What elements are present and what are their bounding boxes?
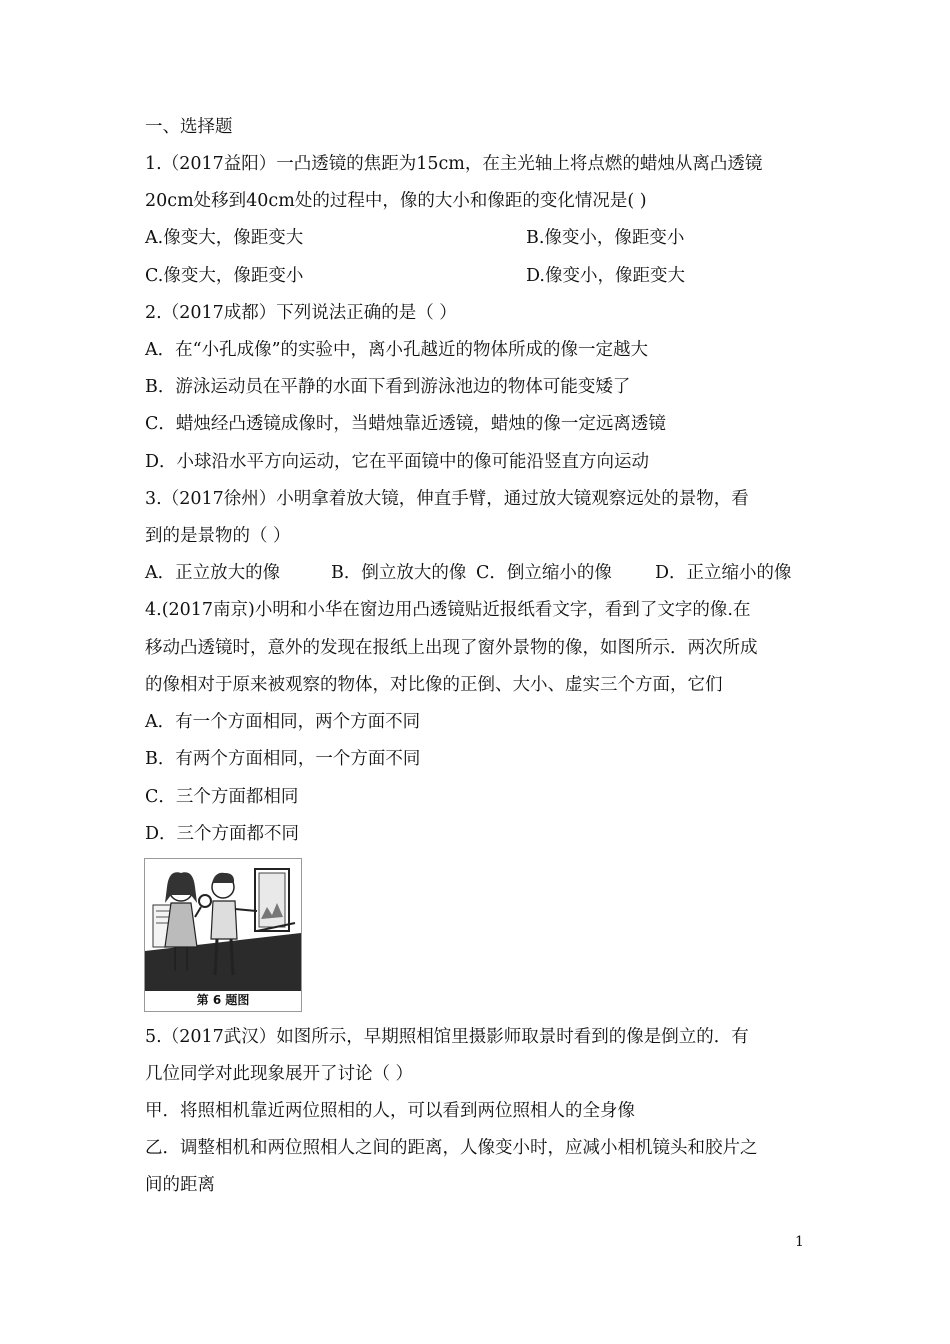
q4-option-b: B．有两个方面相同，一个方面不同 [145,749,421,769]
q4-stem-line2: 移动凸透镜时，意外的发现在报纸上出现了窗外景物的像，如图所示．两次所成 [145,638,758,658]
figure-caption: 第 6 题图 [196,993,250,1007]
q4-stem-line1: 4.(2017南京)小明和小华在窗边用凸透镜贴近报纸看文字，看到了文字的像.在 [145,600,751,620]
q4-figure [144,858,302,1012]
q2-stem: 2.（2017成都）下列说法正确的是（ ） [145,303,457,323]
q4-option-a: A．有一个方面相同，两个方面不同 [145,712,421,732]
q3-option-d: D．正立缩小的像 [655,563,792,583]
q2-option-d: D．小球沿水平方向运动，它在平面镜中的像可能沿竖直方向运动 [145,452,650,472]
q1-option-b: B.像变小，像距变小 [526,228,685,248]
q1-option-a: A.像变大，像距变大 [145,228,304,248]
children-window-illustration [145,859,301,991]
q5-stem-line2: 几位同学对此现象展开了讨论（ ） [145,1064,414,1084]
q5-statement-jia: 甲．将照相机靠近两位照相的人，可以看到两位照相人的全身像 [145,1101,635,1121]
q1-stem-line2: 20cm处移到40cm处的过程中，像的大小和像距的变化情况是( ) [145,191,647,211]
q1-option-d: D.像变小，像距变大 [526,266,685,286]
q2-option-a: A．在“小孔成像”的实验中，离小孔越近的物体所成的像一定越大 [145,340,649,360]
q2-option-c: C．蜡烛经凸透镜成像时，当蜡烛靠近透镜，蜡烛的像一定远离透镜 [145,414,666,434]
section-title: 一、选择题 [145,117,233,137]
q1-stem-line1: 1.（2017益阳）一凸透镜的焦距为15cm，在主光轴上将点燃的蜡烛从离凸透镜 [145,154,763,174]
page-number: 1 [795,1234,804,1250]
q1-option-c: C.像变大，像距变小 [145,266,304,286]
q3-option-a: A．正立放大的像 [145,563,281,583]
q5-stem-line1: 5.（2017武汉）如图所示，早期照相馆里摄影师取景时看到的像是倒立的．有 [145,1027,749,1047]
q4-option-c: C．三个方面都相同 [145,787,299,807]
q4-stem-line3: 的像相对于原来被观察的物体，对比像的正倒、大小、虚实三个方面，它们 [145,675,723,695]
q3-stem-line1: 3.（2017徐州）小明拿着放大镜，伸直手臂，通过放大镜观察远处的景物，看 [145,489,749,509]
q3-option-b: B．倒立放大的像 [331,563,467,583]
q2-option-b: B．游泳运动员在平静的水面下看到游泳池边的物体可能变矮了 [145,377,631,397]
q3-stem-line2: 到的是景物的（ ） [145,526,291,546]
q5-statement-yi-line2: 间的距离 [145,1175,215,1195]
q4-option-d: D．三个方面都不同 [145,824,300,844]
q5-statement-yi-line1: 乙．调整相机和两位照相人之间的距离，人像变小时，应减小相机镜头和胶片之 [145,1138,758,1158]
q3-option-c: C．倒立缩小的像 [476,563,612,583]
